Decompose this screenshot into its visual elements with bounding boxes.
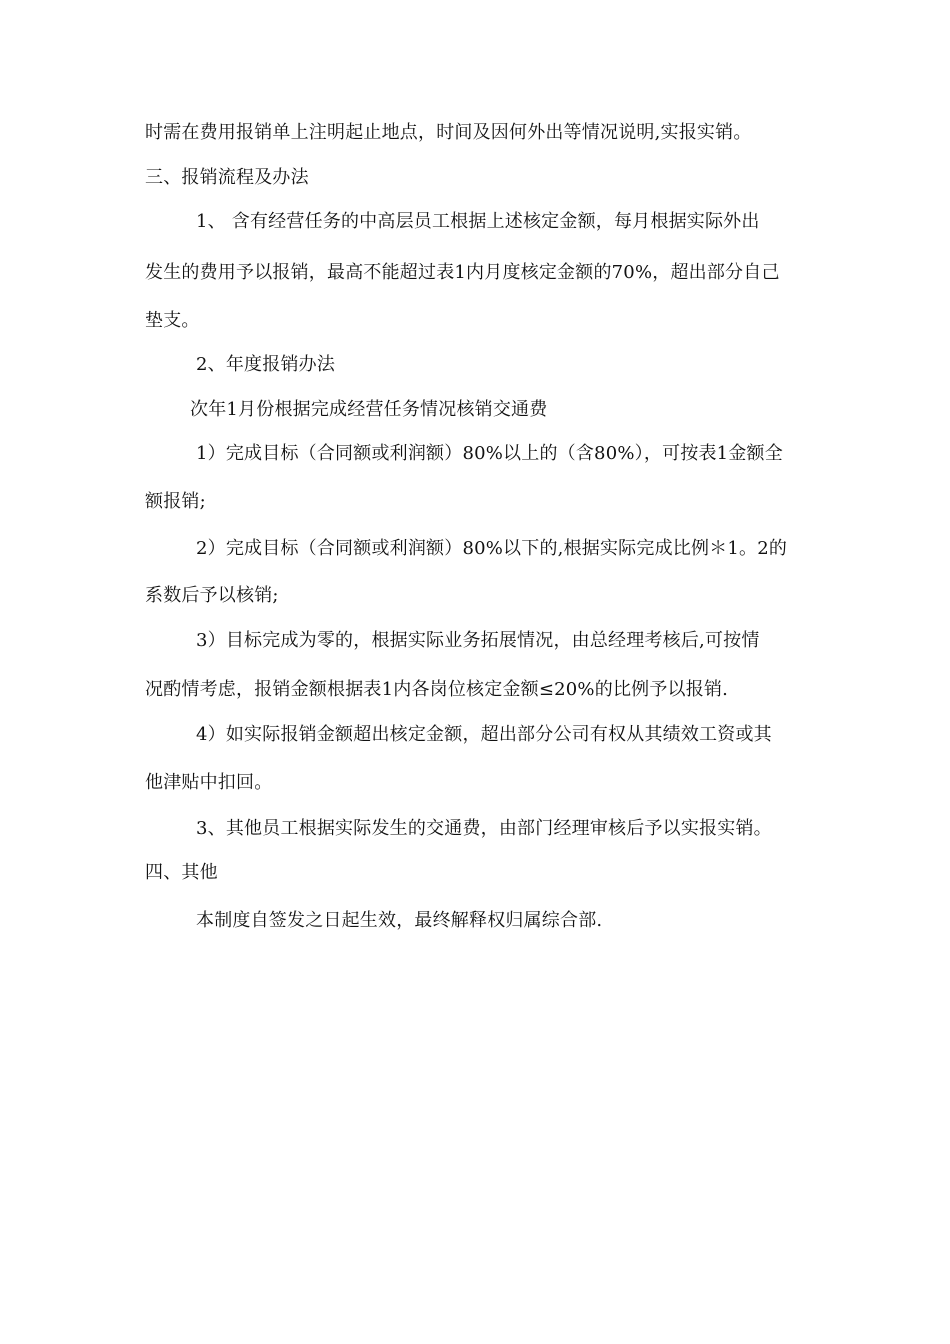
paragraph-line-15: 他津贴中扣回。	[145, 772, 273, 793]
paragraph-line-18: 本制度自签发之日起生效，最终解释权归属综合部.	[196, 910, 603, 931]
section-heading-3: 三、报销流程及办法	[145, 167, 309, 188]
subsection-heading-2: 2、年度报销办法	[196, 354, 336, 375]
paragraph-line-4: 发生的费用予以报销，最高不能超过表1内月度核定金额的70%，超出部分自己	[145, 262, 780, 283]
paragraph-line-10: 2）完成目标（合同额或利润额）80%以下的,根据实际完成比例＊1。2的	[196, 538, 788, 559]
paragraph-line-14: 4）如实际报销金额超出核定金额，超出部分公司有权从其绩效工资或其	[196, 724, 772, 745]
paragraph-line-5: 垫支。	[145, 310, 200, 331]
paragraph-line-16: 3、其他员工根据实际发生的交通费，由部门经理审核后予以实报实销。	[196, 818, 772, 839]
paragraph-line-11: 系数后予以核销;	[145, 585, 279, 606]
paragraph-line-7: 次年1月份根据完成经营任务情况核销交通费	[190, 399, 548, 420]
paragraph-line-12: 3）目标完成为零的，根据实际业务拓展情况，由总经理考核后,可按情	[196, 630, 760, 651]
paragraph-line-3: 1、 含有经营任务的中高层员工根据上述核定金额，每月根据实际外出	[196, 211, 760, 232]
paragraph-line-9: 额报销;	[145, 491, 206, 512]
paragraph-line-13: 况酌情考虑，报销金额根据表1内各岗位核定金额≤20%的比例予以报销.	[145, 679, 729, 700]
paragraph-line-1: 时需在费用报销单上注明起止地点，时间及因何外出等情况说明,实报实销。	[145, 122, 752, 143]
section-heading-4: 四、其他	[145, 862, 218, 883]
paragraph-line-8: 1）完成目标（合同额或利润额）80%以上的（含80%），可按表1金额全	[196, 443, 783, 464]
